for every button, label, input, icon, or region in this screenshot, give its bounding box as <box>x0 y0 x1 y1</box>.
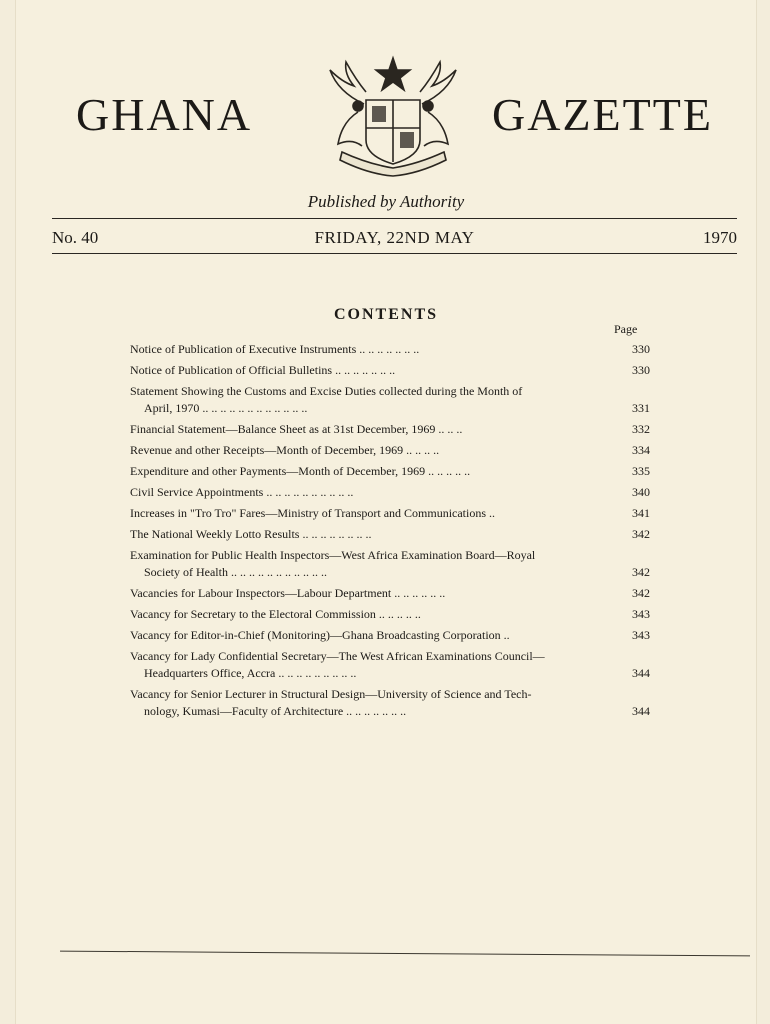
contents-entry-page: 344 <box>632 704 650 718</box>
contents-entry-title: Notice of Publication of Executive Instruments .. .. .. .. .. .. .. <box>130 342 420 356</box>
contents-entry-title: Civil Service Appointments .. .. .. .. .. .. .. .. .. .. <box>130 485 354 499</box>
masthead-title-left: GHANA <box>76 89 253 140</box>
issue-row <box>52 228 737 250</box>
contents-entry-page: 341 <box>632 506 650 520</box>
contents-entry-title: nology, Kumasi—Faculty of Architecture .. .. .. .. .. .. .. <box>144 704 407 718</box>
contents-entry-page: 334 <box>632 443 650 457</box>
contents-entry-page: 343 <box>632 607 650 621</box>
contents-entry-page: 330 <box>632 363 650 377</box>
contents-entry <box>130 463 650 480</box>
ghana-coat-of-arms-icon <box>308 52 478 182</box>
contents-entry <box>130 526 650 543</box>
contents-entry-page: 342 <box>632 527 650 541</box>
contents-entry <box>130 442 650 459</box>
contents-entry-title: Expenditure and other Payments—Month of December, 1969 .. .. .. .. .. <box>130 464 471 478</box>
gazette-page <box>16 0 756 1024</box>
contents-entry-page: 343 <box>632 628 650 642</box>
contents-entry-title: Headquarters Office, Accra .. .. .. .. .. .. .. .. .. <box>144 666 357 680</box>
contents-entry-title: Notice of Publication of Official Bulletins .. .. .. .. .. .. .. <box>130 363 396 377</box>
contents-entry-page: 335 <box>632 464 650 478</box>
contents-entry-title: Vacancy for Editor-in-Chief (Monitoring)—Ghana Broadcasting Corporation .. <box>130 628 510 642</box>
header-rule-bottom <box>52 253 737 254</box>
contents-entry-page: 344 <box>632 666 650 680</box>
contents-entry <box>130 547 650 581</box>
contents-entry-title: The National Weekly Lotto Results .. .. .. .. .. .. .. .. <box>130 527 372 541</box>
contents-entry-title: Vacancy for Senior Lecturer in Structural Design—University of Science and Tech- <box>130 687 532 701</box>
contents-entry <box>130 585 650 602</box>
contents-entry-page: 342 <box>632 586 650 600</box>
published-by-authority: Published by Authority <box>307 192 465 211</box>
issue-number: No. 40 <box>52 228 99 247</box>
contents-entry <box>130 383 650 417</box>
contents-entry-title: Vacancies for Labour Inspectors—Labour Department .. .. .. .. .. .. <box>130 586 446 600</box>
contents-entry-title: Revenue and other Receipts—Month of December, 1969 .. .. .. .. <box>130 443 440 457</box>
masthead <box>16 60 756 210</box>
contents-entry-title: Vacancy for Secretary to the Electoral Commission .. .. .. .. .. <box>130 607 421 621</box>
contents-entry-title: April, 1970 .. .. .. .. .. .. .. .. .. .. .. .. <box>144 401 308 415</box>
contents-title: CONTENTS <box>333 306 439 323</box>
contents-entry-title: Increases in "Tro Tro" Fares—Ministry of Transport and Communications .. <box>130 506 496 520</box>
contents-entry <box>130 505 650 522</box>
contents-entry <box>130 421 650 438</box>
contents-entry <box>130 606 650 623</box>
contents-entry <box>130 686 650 720</box>
contents-entry-page: 342 <box>632 565 650 579</box>
contents-entry <box>130 484 650 501</box>
contents-list <box>130 341 650 724</box>
contents-entry <box>130 648 650 682</box>
contents-entry-title: Statement Showing the Customs and Excise Duties collected during the Month of <box>130 384 523 398</box>
contents-entry-page: 340 <box>632 485 650 499</box>
contents-entry <box>130 341 650 358</box>
contents-entry <box>130 627 650 644</box>
contents-entry-page: 332 <box>632 422 650 436</box>
contents-entry <box>130 362 650 379</box>
contents-entry-title: Examination for Public Health Inspectors—West Africa Examination Board—Royal <box>130 548 536 562</box>
contents-entry-title: Society of Health .. .. .. .. .. .. .. .. .. .. .. <box>144 565 327 579</box>
page-bottom-rule <box>60 951 750 961</box>
contents-entry-page: 330 <box>632 342 650 356</box>
contents-entry-page: 331 <box>632 401 650 415</box>
issue-year: 1970 <box>703 228 737 247</box>
header-rule-top <box>52 218 737 219</box>
page-column-label: Page <box>614 322 638 336</box>
contents-entry-title: Financial Statement—Balance Sheet as at 31st December, 1969 .. .. .. <box>130 422 463 436</box>
contents-entry-title: Vacancy for Lady Confidential Secretary—The West African Examinations Council— <box>130 649 545 663</box>
masthead-title-right: GAZETTE <box>492 89 713 140</box>
issue-date: FRIDAY, 22ND MAY <box>314 228 475 247</box>
